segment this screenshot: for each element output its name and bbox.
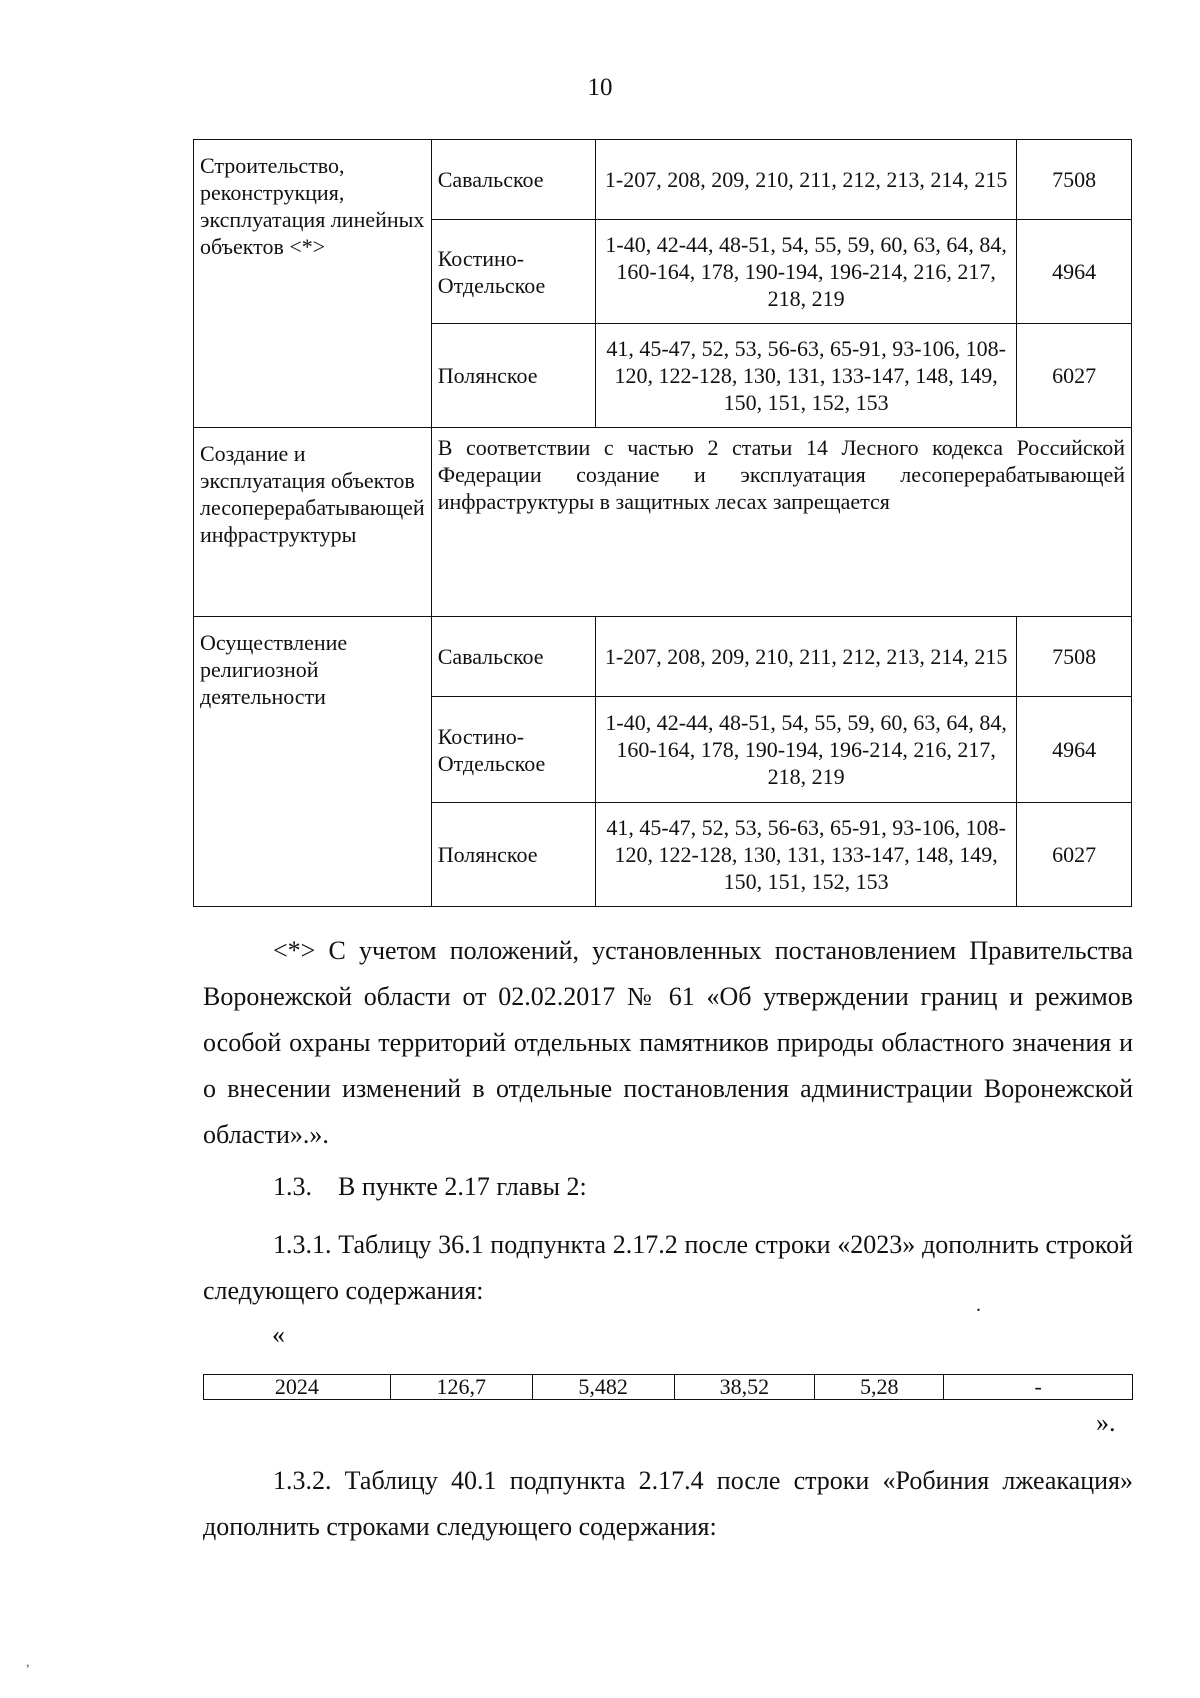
- stray-mark: .: [976, 1294, 981, 1316]
- quote-close: ».: [1096, 1408, 1116, 1437]
- value-cell: 38,52: [674, 1375, 815, 1400]
- item-1-3-1: 1.3.1. Таблицу 36.1 подпункта 2.17.2 после строки «2023» дополнить строкой следующего содержания:: [203, 1230, 1133, 1305]
- value-cell: -: [944, 1375, 1133, 1400]
- quarters-cell: 1-40, 42-44, 48-51, 54, 55, 59, 60, 63, 64, 84, 160-164, 178, 190-194, 196-214, 216, 217, 218, 219: [595, 220, 1016, 324]
- district-cell: Костино-Отдельское: [431, 697, 595, 803]
- district-cell: Савальское: [431, 617, 595, 697]
- quarters-cell: 1-40, 42-44, 48-51, 54, 55, 59, 60, 63, 64, 84, 160-164, 178, 190-194, 196-214, 216, 217, 218, 219: [595, 697, 1016, 803]
- quote-open: «: [272, 1320, 285, 1349]
- prohibition-text-cell: В соответствии с частью 2 статьи 14 Лесного кодекса Российской Федерации создание и эксплуатация лесоперерабатывающей инфраструктуры в защитных лесах запрещается: [431, 428, 1131, 617]
- table-row: [194, 140, 1132, 220]
- value-cell: 5,482: [532, 1375, 674, 1400]
- district-cell: Костино-Отдельское: [431, 220, 595, 324]
- quarters-cell: 41, 45-47, 52, 53, 56-63, 65-91, 93-106, 108-120, 122-128, 130, 131, 133-147, 148, 149, 150, 151, 152, 153: [595, 324, 1016, 428]
- area-cell: 6027: [1017, 803, 1132, 907]
- row-2024-table: [203, 1374, 1133, 1400]
- activity-cell: Создание и эксплуатация объектов лесоперерабатывающей инфраструктуры: [194, 428, 432, 617]
- value-cell: 5,28: [815, 1375, 944, 1400]
- quarters-cell: 41, 45-47, 52, 53, 56-63, 65-91, 93-106, 108-120, 122-128, 130, 131, 133-147, 148, 149, 150, 151, 152, 153: [595, 803, 1016, 907]
- table-row: [204, 1375, 1133, 1400]
- area-cell: 4964: [1017, 697, 1132, 803]
- quarters-cell: 1-207, 208, 209, 210, 211, 212, 213, 214, 215: [595, 617, 1016, 697]
- activity-cell: Строительство, реконструкция, эксплуатация линейных объектов <*>: [194, 140, 432, 428]
- footnote-paragraph: <*> С учетом положений, установленных постановлением Правительства Воронежской области от 02.02.2017 № 61 «Об утверждении границ и режимов особой охраны территорий отдельных памятников природы областного значения и о внесении изменений в отдельные постановления администрации Воронежской области».».: [203, 936, 1133, 1149]
- table-row: [194, 428, 1132, 617]
- area-cell: 6027: [1017, 324, 1132, 428]
- item-1-3-2: 1.3.2. Таблицу 40.1 подпункта 2.17.4 после строки «Робиния лжеакация» дополнить строками следующего содержания:: [203, 1466, 1133, 1541]
- area-cell: 7508: [1017, 617, 1132, 697]
- district-cell: Савальское: [431, 140, 595, 220]
- value-cell: 126,7: [390, 1375, 532, 1400]
- page-number: 10: [587, 74, 613, 101]
- activity-cell: Осуществление религиозной деятельности: [194, 617, 432, 907]
- item-1-3: 1.3. В пункте 2.17 главы 2:: [273, 1172, 587, 1201]
- scan-mark: ,: [26, 1655, 30, 1670]
- district-cell: Полянское: [431, 803, 595, 907]
- area-cell: 4964: [1017, 220, 1132, 324]
- table-row: [194, 617, 1132, 697]
- forest-use-table: [193, 139, 1132, 907]
- district-cell: Полянское: [431, 324, 595, 428]
- quarters-cell: 1-207, 208, 209, 210, 211, 212, 213, 214, 215: [595, 140, 1016, 220]
- year-cell: 2024: [204, 1375, 391, 1400]
- area-cell: 7508: [1017, 140, 1132, 220]
